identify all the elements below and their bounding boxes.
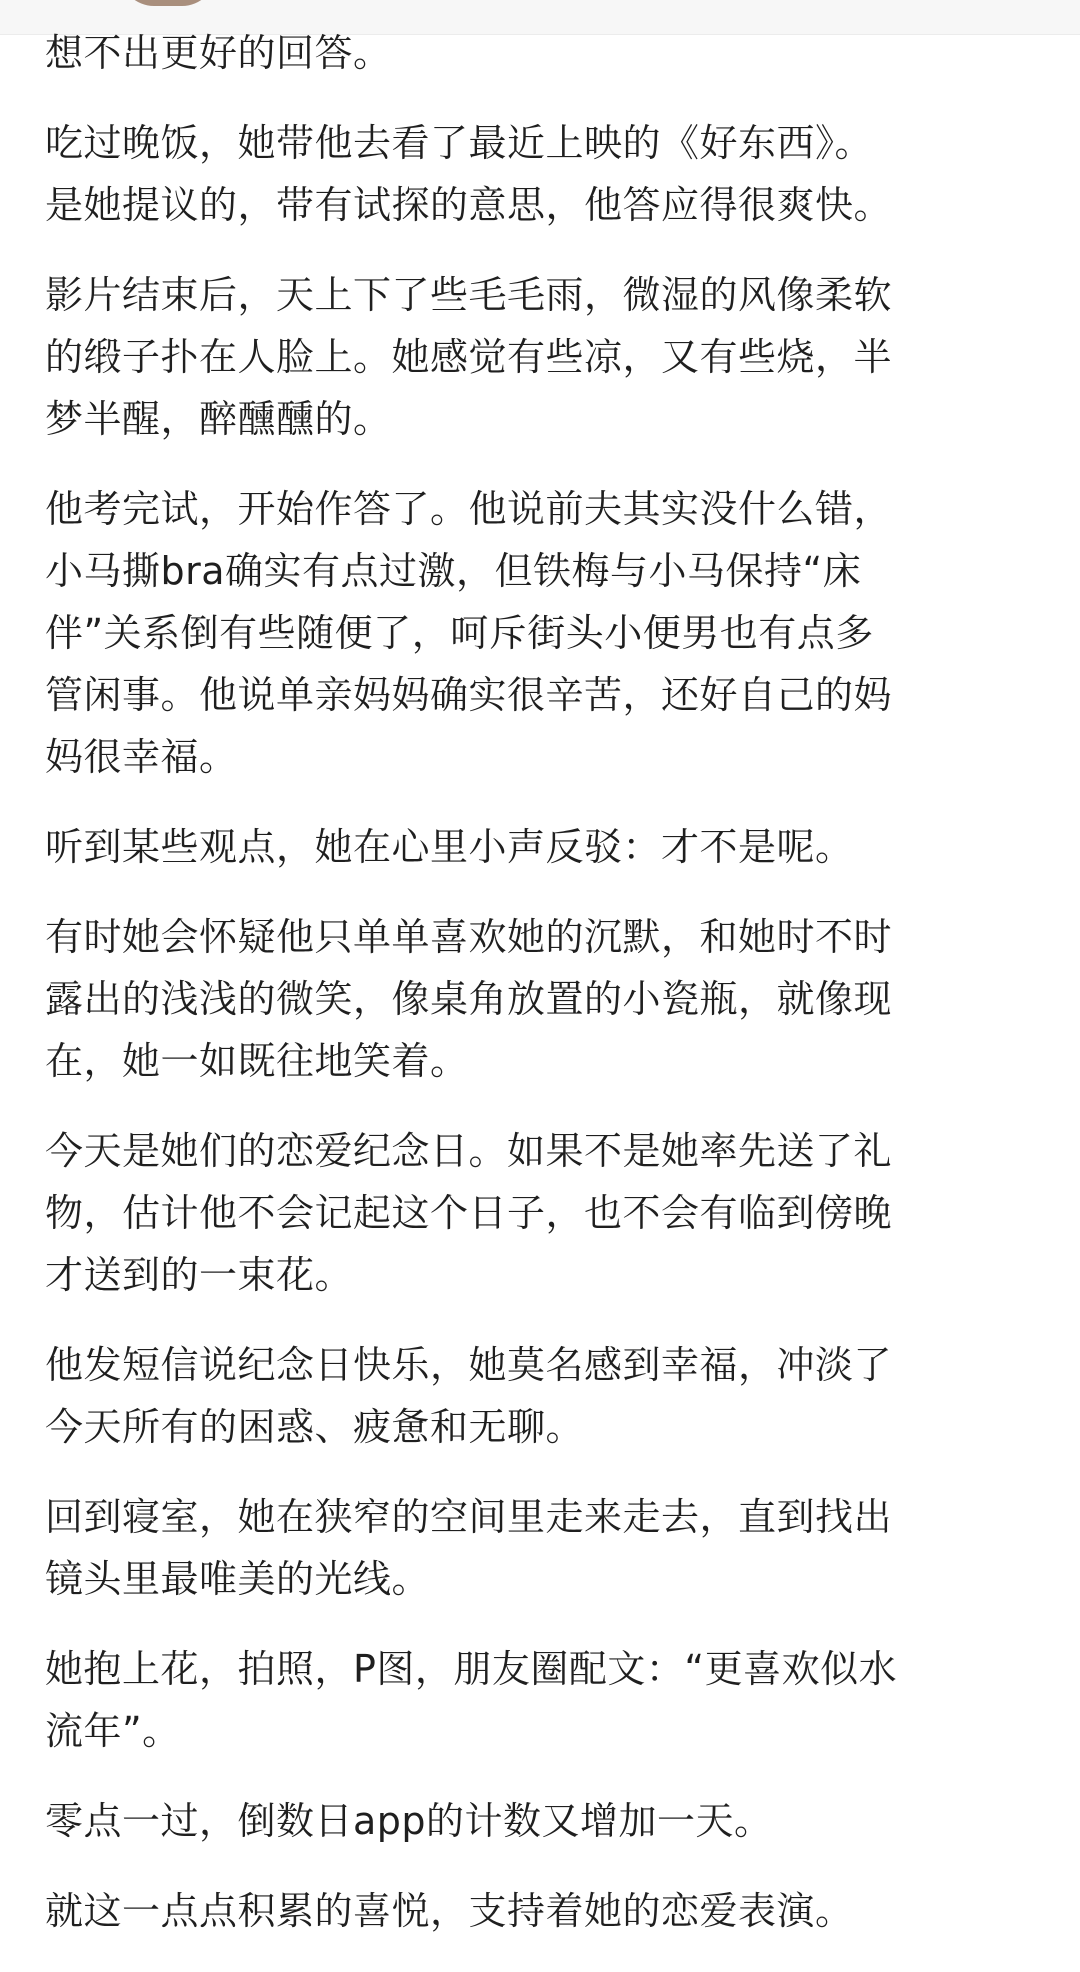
article-body [45, 22, 1045, 1942]
paragraph: 他考完试，开始作答了。他说前夫其实没什么错， 小马撕bra确实有点过激，但铁梅与小马保持“床 伴”关系倒有些随便了，呵斥街头小便男也有点多 管闲事。他说单亲妈妈确实很辛苦，还好自己的妈 妈很幸福。 [45, 487, 893, 779]
paragraph: 就这一点点积累的喜悦，支持着她的恋爱表演。 [45, 1889, 854, 1933]
paragraph: 有时她会怀疑他只单单喜欢她的沉默，和她时不时 露出的浅浅的微笑，像桌角放置的小瓷瓶，就像现 在，她一如既往地笑着。 [45, 915, 893, 1083]
paragraph: 听到某些观点，她在心里小声反驳：才不是呢。 [45, 825, 854, 869]
paragraph: 今天是她们的恋爱纪念日。如果不是她率先送了礼 物，估计他不会记起这个日子，也不会有临到傍晚 才送到的一束花。 [45, 1129, 893, 1297]
paragraph: 想不出更好的回答。 [45, 31, 392, 75]
paragraph: 他发短信说纪念日快乐，她莫名感到幸福，冲淡了 今天所有的困惑、疲惫和无聊。 [45, 1343, 893, 1449]
paragraph: 零点一过，倒数日app的计数又增加一天。 [45, 1799, 773, 1843]
paragraph: 影片结束后，天上下了些毛毛雨，微湿的风像柔软 的缎子扑在人脸上。她感觉有些凉，又有些烧，半 梦半醒，醉醺醺的。 [45, 273, 893, 441]
paragraph: 她抱上花，拍照，P图，朋友圈配文：“更喜欢似水 流年”。 [45, 1647, 898, 1753]
avatar[interactable] [120, 0, 216, 6]
paragraph: 吃过晚饭，她带他去看了最近上映的《好东西》。 是她提议的，带有试探的意思，他答应得很爽快。 [45, 121, 893, 227]
paragraph: 回到寝室，她在狭窄的空间里走来走去，直到找出 镜头里最唯美的光线。 [45, 1495, 893, 1601]
